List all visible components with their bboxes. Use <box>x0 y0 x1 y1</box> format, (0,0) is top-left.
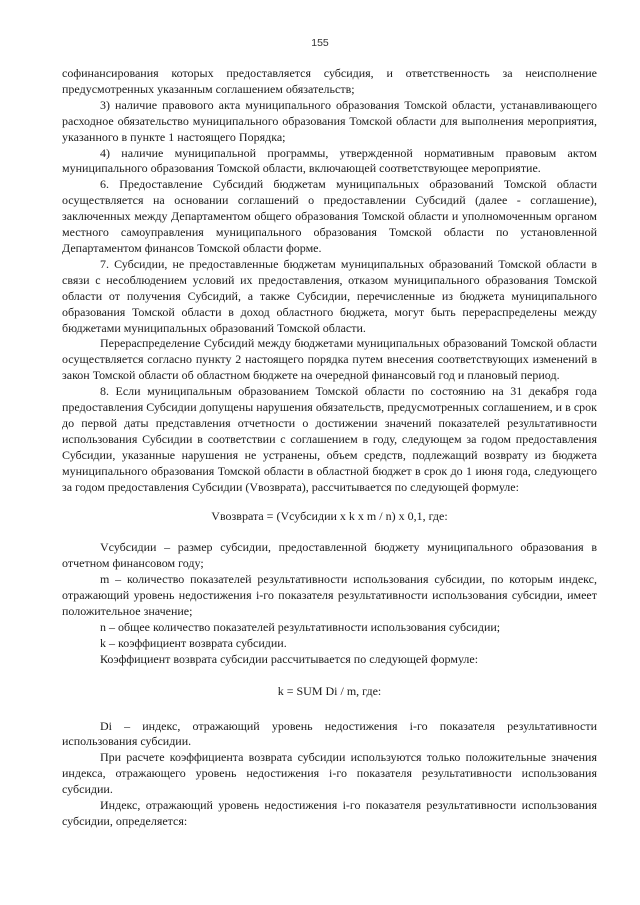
paragraph-clause-8: 8. Если муниципальным образованием Томской области по состоянию на 31 декабря года предоставления Субсидии допущены нарушения обязательств, предусмотренных соглашением, и в срок до первой даты представления отчетности о достижении значений показателей результативности использования Субсидии в соответствии с соглашением в году, следующем за годом предоставления Субсидии, указанные нарушения не устранены, объем средств, подлежащий возврату из бюджета муниципального образования Томской области в областной бюджет в срок до 1 июня года, следующего за годом предоставления Субсидии (Vвозврата), рассчитывается по следующей формуле: <box>62 384 597 494</box>
paragraph-def-di: Di – индекс, отражающий уровень недостижения i-го показателя результативности использования субсидии. <box>62 718 597 749</box>
paragraph-def-vsubsidy: Vсубсидии – размер субсидии, предоставленной бюджету муниципального образования в отчетном финансовом году; <box>62 540 597 571</box>
paragraph-index-definition: Индекс, отражающий уровень недостижения i-го показателя результативности использования субсидии, определяется: <box>62 798 597 828</box>
paragraph-def-n: n – общее количество показателей результативности использования субсидии; <box>100 619 501 634</box>
paragraph-item-4: 4) наличие муниципальной программы, утвержденной нормативным правовым актом муниципального образования Томской области, включающей соответствующее мероприятие. <box>62 145 597 176</box>
paragraph-def-m: m – количество показателей результативности использования субсидии, по которым индекс, отражающий уровень недостижения i-го показателя результативности использования субсидии, имеет положительное значение; <box>62 572 597 618</box>
paragraph-coefficient-intro: Коэффициент возврата субсидии рассчитывается по следующей формуле: <box>100 651 479 666</box>
document-body <box>62 66 597 830</box>
paragraph-positive-values: При расчете коэффициента возврата субсидии используются только положительные значения индекса, отражающего уровень недостижения i-го показателя результативности использования субсидии. <box>62 750 597 797</box>
paragraph-item-3: 3) наличие правового акта муниципального образования Томской области, устанавливающего расходное обязательство муниципального образования Томской области для выполнения мероприятия, указанного в пункте 1 настоящего Порядка; <box>62 97 597 144</box>
paragraph-def-k: k – коэффициент возврата субсидии. <box>100 635 287 650</box>
formula-coefficient: k = SUM Di / m, где: <box>277 683 382 698</box>
formula-refund-volume: Vвозврата = (Vсубсидии x k x m / n) x 0,1, где: <box>211 509 448 524</box>
paragraph-clause-6: 6. Предоставление Субсидий бюджетам муниципальных образований Томской области осуществляется на основании соглашений о предоставлении Субсидий (далее - соглашение), заключенных между Департаментом общего образования Томской области и уполномоченным органом местного самоуправления муниципального образования Томской области по установленной Департаментом финансов Томской области форме. <box>62 177 597 255</box>
paragraph-clause-7: 7. Субсидии, не предоставленные бюджетам муниципальных образований Томской области в связи с несоблюдением условий их предоставления, отказом муниципального образования Томской области от получения Субсидий, а также Субсидии, перечисленные из бюджета муниципального образования Томской области в доход областного бюджета, могут быть перераспределены между бюджетами муниципальных образований Томской области. <box>62 256 597 335</box>
paragraph-continuation: софинансирования которых предоставляется субсидия, и ответственность за неисполнение предусмотренных указанным соглашением обязательств; <box>62 66 597 96</box>
paragraph-redistribution: Перераспределение Субсидий между бюджетами муниципальных образований Томской области осуществляется согласно пункту 2 настоящего порядка путем внесения соответствующих изменений в закон Томской области об областном бюджете на очередной финансовый год и плановый период. <box>62 336 597 383</box>
page-number: 155 <box>311 37 329 49</box>
